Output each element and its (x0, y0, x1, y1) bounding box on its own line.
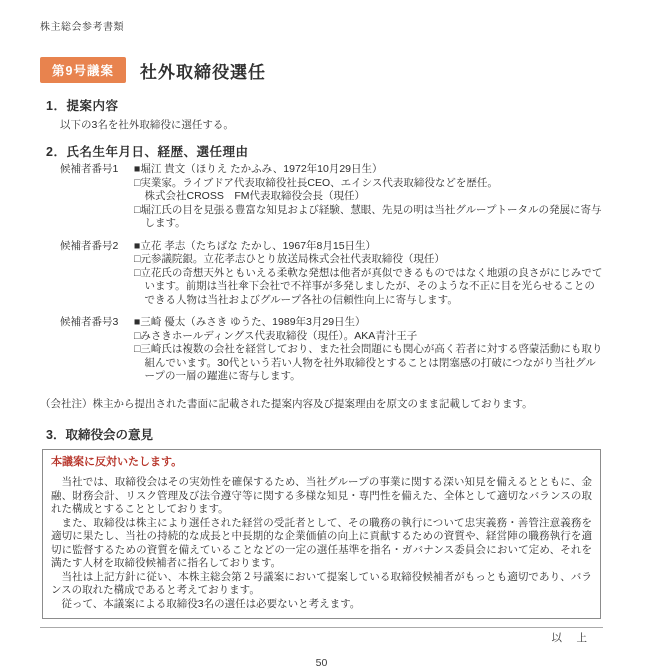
section1-heading: 1．提案内容 (46, 99, 119, 113)
proposal-title: 社外取締役選任 (139, 62, 266, 82)
opinion-paragraph: 従って、本議案による取締役3名の選任は必要ないと考えます。 (61, 597, 361, 610)
opinion-paragraph: また、取締役は株主により選任された経営の受託者として、その職務の執行について忠実義務・善管注意義務を適切に果たし、当社の持続的な成長と中長期的な企業価値の向上に貢献するための資質や、経営陣の職務執行を適切に監督するための資質を備えていることなどの一定の選任基準を指名・ガバナンス委員会において定め、それを満たす人材を取締役候補者に指名しております。 (51, 516, 592, 569)
candidate-career-line: □実業家。ライブドア代表取締役社長CEO、エイシス代表取締役などを歴任。 (134, 176, 498, 189)
opinion-paragraph: 当社は上記方針に従い、本株主総会第２号議案において提案している取締役候補者がもっとも適切であり、バランスの取れた構成であると考えております。 (51, 570, 592, 596)
opinion-headline: 本議案に反対いたします。 (51, 455, 183, 468)
candidate-reason-line: □堀江氏の目を見張る豊富な知見および経験、慧眼、先見の明は当社グループトータルの発展に寄与します。 (134, 203, 602, 229)
candidate-name-line: ■三崎 優太（みさき ゆうた、1989年3月29日生） (134, 316, 366, 328)
company-note: （会社注）株主から提出された書面に記載された提案内容及び提案理由を原文のまま記載しております。 (40, 397, 533, 410)
candidate-name-line: ■堀江 貴文（ほりえ たかふみ、1972年10月29日生） (134, 163, 383, 175)
candidate-label: 候補者番号2 (60, 239, 119, 252)
opinion-paragraph: 当社では、取締役会はその実効性を確保するため、当社グループの事業に関する深い知見を備えるとともに、金融、財務会計、リスク管理及び法令遵守等に関する多様な知見・専門性を備えた、全体として適切なバランスの取れた構成とすることとしております。 (51, 476, 592, 515)
closing-mark: 以 上 (551, 632, 589, 644)
proposal-number-badge: 第9号議案 (40, 57, 126, 83)
candidate-entry-2 (60, 240, 603, 308)
candidate-entry-1 (60, 163, 603, 231)
section2-heading: 2．氏名生年月日、経歴、選任理由 (46, 145, 249, 159)
board-opinion-box (42, 449, 601, 620)
candidate-details (134, 316, 603, 384)
candidate-label: 候補者番号3 (60, 316, 119, 328)
candidate-details (134, 163, 603, 231)
candidates-list (40, 163, 603, 384)
proposal-header (40, 57, 603, 83)
candidate-career-line: □元参議院銀。立花孝志ひとり放送局株式会社代表取締役（現任） (134, 253, 445, 265)
document-header: 株主総会参考書類 (40, 22, 124, 33)
candidate-reason-line: □立花氏の奇想天外ともいえる柔軟な発想は他者が真似できるものではなく地頭の良さがにじみでています。前期は当社傘下会社で不祥事が多発しましたが、そのような不正に目を光らせることのできる人物は当社およびグループ各社の信頼性向上に寄与します。 (134, 266, 603, 306)
page-number: 50 (315, 657, 328, 669)
candidate-entry-3 (60, 316, 603, 384)
section1-body: 以下の3名を社外取締役に選任する。 (60, 119, 234, 131)
candidate-name-line: ■立花 孝志（たちばな たかし、1967年8月15日生） (134, 239, 377, 252)
candidate-career-line: 株式会社CROSS FM代表取締役会長（現任） (144, 190, 365, 202)
candidate-career-line: □みさきホールディングス代表取締役（現任）。AKA青汁王子 (134, 329, 418, 342)
candidate-label: 候補者番号1 (60, 163, 119, 175)
closing-divider (40, 627, 603, 628)
candidate-reason-line: □三崎氏は複数の会社を経営しており、また社会問題にも関心が高く若者に対する啓蒙活動にも取り組んでいます。30代という若い人物を社外取締役とすることは閉塞感の打破につながり当社グループの一層の躍進に寄与します。 (134, 343, 603, 382)
section3-heading: 3．取締役会の意見 (46, 427, 153, 442)
candidate-details (134, 240, 603, 308)
